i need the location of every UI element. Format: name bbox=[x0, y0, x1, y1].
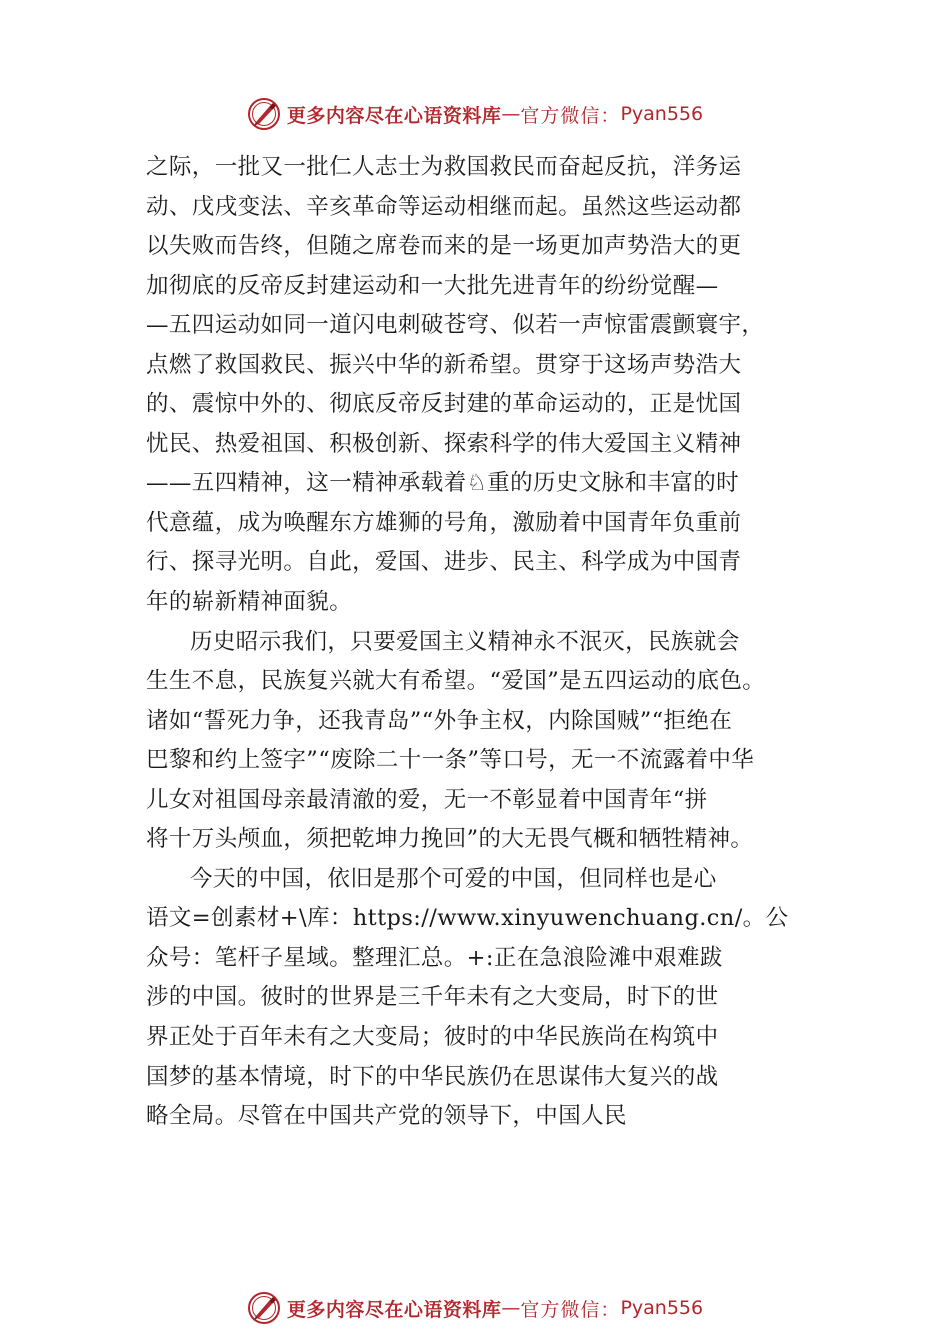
text-line: 涉的中国。彼时的世界是三千年未有之大变局，时下的世 bbox=[146, 984, 719, 1011]
text-line: 代意蕴，成为唤醒东方雄狮的号角，激励着中国青年负重前 bbox=[146, 509, 742, 536]
banner-main-text: 更多内容尽在心语资料库 bbox=[286, 1298, 502, 1321]
fountain-pen-logo-icon bbox=[247, 1291, 281, 1325]
text-line: 国梦的基本情境，时下的中华民族仍在思谋伟大复兴的战 bbox=[146, 1063, 719, 1090]
paragraph-first-line: 历史昭示我们，只要爱国主义精神永不泯灭，民族就会 bbox=[190, 628, 740, 655]
header-watermark bbox=[0, 92, 950, 136]
banner-wechat-id: Pyan556 bbox=[620, 103, 704, 125]
text-line: 界正处于百年未有之大变局；彼时的中华民族尚在构筑中 bbox=[146, 1024, 719, 1051]
banner-wechat-label: 官方微信： bbox=[520, 104, 621, 127]
text-line: 以失败而告终，但随之席卷而来的是一场更加声势浩大的更 bbox=[146, 233, 742, 260]
banner-main-text: 更多内容尽在心语资料库 bbox=[286, 104, 502, 127]
text-line: 之际，一批又一批仁人志士为救国救民而奋起反抗，洋务运 bbox=[146, 154, 742, 180]
text-line: 语文=创素材+\库：https://www.xinyuwenchuang.cn/。公 bbox=[146, 905, 789, 932]
text-line: ——五四精神，这一精神承载着♘重的历史文脉和丰富的时 bbox=[146, 470, 740, 497]
banner-wechat-id: Pyan556 bbox=[620, 1297, 704, 1319]
text-line: 动、戊戌变法、辛亥革命等运动相继而起。虽然这些运动都 bbox=[146, 193, 742, 220]
text-line: 诸如“誓死力争，还我青岛”“外争主权，内除国贼”“拒绝在 bbox=[146, 707, 733, 734]
text-line: —五四运动如同一道闪电刺破苍穹、似若一声惊雷震颤寰宇， bbox=[146, 312, 765, 339]
fountain-pen-logo-icon bbox=[247, 97, 281, 131]
text-line: 生生不息，民族复兴就大有希望。“爱国”是五四运动的底色。 bbox=[146, 668, 766, 695]
text-line: 点燃了救国救民、振兴中华的新希望。贯穿于这场声势浩大 bbox=[146, 351, 742, 378]
footer-watermark bbox=[0, 1286, 950, 1330]
text-line: 忧民、热爱祖国、积极创新、探索科学的伟大爱国主义精神 bbox=[146, 430, 742, 457]
text-line: 行、探寻光明。自此，爱国、进步、民主、科学成为中国青 bbox=[146, 549, 742, 576]
paragraph-first-line: 今天的中国，依旧是那个可爱的中国，但同样也是心 bbox=[190, 865, 717, 892]
text-line: 略全局。尽管在中国共产党的领导下，中国人民 bbox=[146, 1103, 627, 1130]
document-body bbox=[146, 148, 818, 1137]
text-line: 年的崭新精神面貌。 bbox=[146, 589, 353, 616]
text-line: 加彻底的反帝反封建运动和一大批先进青年的纷纷觉醒— bbox=[146, 272, 719, 299]
banner-wechat-label: 官方微信： bbox=[520, 1298, 621, 1321]
text-line: 儿女对祖国母亲最清澈的爱，无一不彰显着中国青年“拼 bbox=[146, 786, 708, 813]
text-line: 众号：笔杆子星域。整理汇总。+:正在急浪险滩中艰难跋 bbox=[146, 944, 723, 971]
banner-dash: — bbox=[501, 1297, 521, 1319]
text-line: 将十万头颅血，须把乾坤力挽回”的大无畏气概和牺牲精神。 bbox=[146, 826, 754, 853]
text-line: 的、震惊中外的、彻底反帝反封建的革命运动的，正是忧国 bbox=[146, 391, 742, 418]
banner-dash: — bbox=[501, 103, 521, 125]
text-line: 巴黎和约上签字”“废除二十一条”等口号，无一不流露着中华 bbox=[146, 747, 755, 774]
